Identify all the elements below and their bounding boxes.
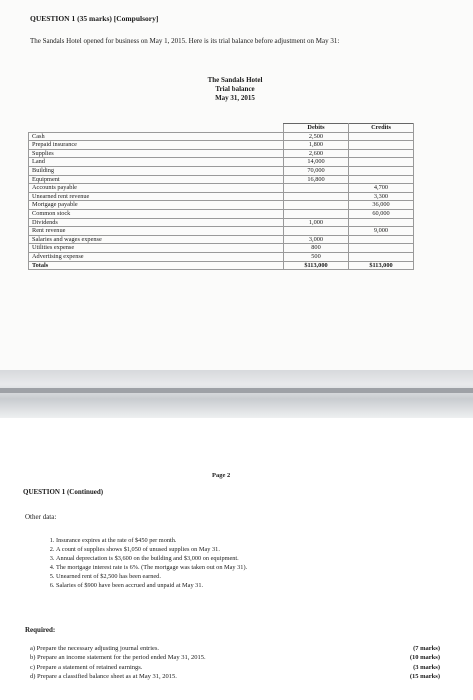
table-row: [29, 132, 414, 141]
account-cell: Rent revenue: [29, 227, 284, 236]
intro-text: The Sandals Hotel opened for business on May 1, 2015. Here is its trial balance before adjustment on May 31:: [30, 37, 340, 45]
account-cell: Cash: [29, 132, 284, 141]
title-line-date: May 31, 2015: [215, 94, 255, 102]
required-item-text: c) Prepare a statement of retained earnings.: [30, 663, 143, 671]
table-row: [29, 235, 414, 244]
debit-cell: 1,800: [284, 141, 349, 150]
account-cell: Prepaid insurance: [29, 141, 284, 150]
credit-cell: 36,000: [349, 201, 414, 210]
trial-balance-title: [180, 76, 290, 103]
credit-cell: [349, 235, 414, 244]
credit-cell: [349, 175, 414, 184]
table-row: [29, 192, 414, 201]
required-item: [30, 644, 440, 653]
trial-balance-table: [28, 123, 414, 270]
credit-cell: [349, 244, 414, 253]
required-item-marks: (3 marks): [413, 663, 440, 671]
debit-cell: [284, 184, 349, 193]
continued-heading: QUESTION 1 (Continued): [23, 488, 104, 496]
required-item: [30, 653, 440, 662]
debit-cell: 800: [284, 244, 349, 253]
account-cell: Mortgage payable: [29, 201, 284, 210]
debit-cell: $113,000: [284, 261, 349, 270]
credit-cell: [349, 132, 414, 141]
table-row: [29, 184, 414, 193]
debit-cell: 70,000: [284, 166, 349, 175]
list-item: 4. The mortgage interest rate is 6%. (The mortgage was taken out on May 31).: [56, 563, 466, 572]
page-break-band: [0, 370, 473, 418]
credit-cell: 60,000: [349, 209, 414, 218]
required-item-marks: (15 marks): [409, 672, 440, 680]
account-cell: Accounts payable: [29, 184, 284, 193]
credit-cell: 4,700: [349, 184, 414, 193]
list-item: 3. Annual depreciation is $3,600 on the building and $3,000 on equipment.: [56, 554, 466, 563]
required-item-marks: (7 marks): [413, 645, 440, 652]
list-item: 1. Insurance expires at the rate of $450 per month.: [56, 536, 466, 545]
debit-cell: 14,000: [284, 158, 349, 167]
debit-cell: [284, 227, 349, 236]
title-line-report: Trial balance: [215, 85, 255, 93]
page-number: Page 2: [212, 472, 231, 479]
debit-cell: 2,500: [284, 132, 349, 141]
account-cell: Dividends: [29, 218, 284, 227]
required-label: Required:: [25, 626, 56, 634]
table-header-row: [29, 124, 414, 133]
credit-cell: [349, 149, 414, 158]
table-row: [29, 141, 414, 150]
debit-cell: 16,800: [284, 175, 349, 184]
debit-cell: 2,600: [284, 149, 349, 158]
header-blank: [29, 124, 284, 133]
table-row: [29, 218, 414, 227]
debit-cell: [284, 192, 349, 201]
account-cell: Supplies: [29, 149, 284, 158]
title-line-company: The Sandals Hotel: [207, 76, 263, 84]
other-data-list: [44, 536, 466, 590]
list-item: 6. Salaries of $900 have been accrued and unpaid at May 31.: [56, 581, 466, 590]
credit-cell: 3,300: [349, 192, 414, 201]
required-item-text: a) Prepare the necessary adjusting journal entries.: [30, 645, 160, 652]
table-row: [29, 158, 414, 167]
required-item-text: b) Prepare an income statement for the period ended May 31, 2015.: [30, 654, 206, 662]
required-item: [30, 663, 440, 672]
list-item: 5. Unearned rent of $2,500 has been earned.: [56, 572, 466, 581]
other-data-label: Other data:: [25, 513, 57, 521]
debit-cell: 1,000: [284, 218, 349, 227]
table-row: [29, 209, 414, 218]
debit-cell: [284, 209, 349, 218]
debit-cell: [284, 201, 349, 210]
credit-cell: [349, 141, 414, 150]
required-item-text: d) Prepare a classified balance sheet as at May 31, 2015.: [30, 672, 177, 680]
table-row: [29, 175, 414, 184]
table-row: [29, 227, 414, 236]
table-row: [29, 261, 414, 270]
table-row: [29, 201, 414, 210]
debit-cell: 500: [284, 252, 349, 261]
credit-cell: [349, 166, 414, 175]
account-cell: Utilities expense: [29, 244, 284, 253]
account-cell: Building: [29, 166, 284, 175]
header-credits: Credits: [349, 124, 414, 133]
table-row: [29, 166, 414, 175]
account-cell: Equipment: [29, 175, 284, 184]
credit-cell: [349, 158, 414, 167]
page-break-line: [0, 388, 473, 393]
table-row: [29, 149, 414, 158]
question-heading: QUESTION 1 (35 marks) [Compulsory]: [30, 14, 159, 23]
credit-cell: $113,000: [349, 261, 414, 270]
required-item-marks: (10 marks): [409, 654, 440, 662]
list-item: 2. A count of supplies shows $1,050 of unused supplies on May 31.: [56, 545, 466, 554]
credit-cell: [349, 252, 414, 261]
credit-cell: 9,000: [349, 227, 414, 236]
required-list: [30, 644, 440, 681]
account-cell: Advertising expense: [29, 252, 284, 261]
required-item: [30, 672, 440, 681]
table-row: [29, 252, 414, 261]
account-cell: Common stock: [29, 209, 284, 218]
account-cell: Totals: [29, 261, 284, 270]
debit-cell: 3,000: [284, 235, 349, 244]
table-row: [29, 244, 414, 253]
account-cell: Salaries and wages expense: [29, 235, 284, 244]
account-cell: Unearned rent revenue: [29, 192, 284, 201]
credit-cell: [349, 218, 414, 227]
account-cell: Land: [29, 158, 284, 167]
header-debits: Debits: [284, 124, 349, 133]
